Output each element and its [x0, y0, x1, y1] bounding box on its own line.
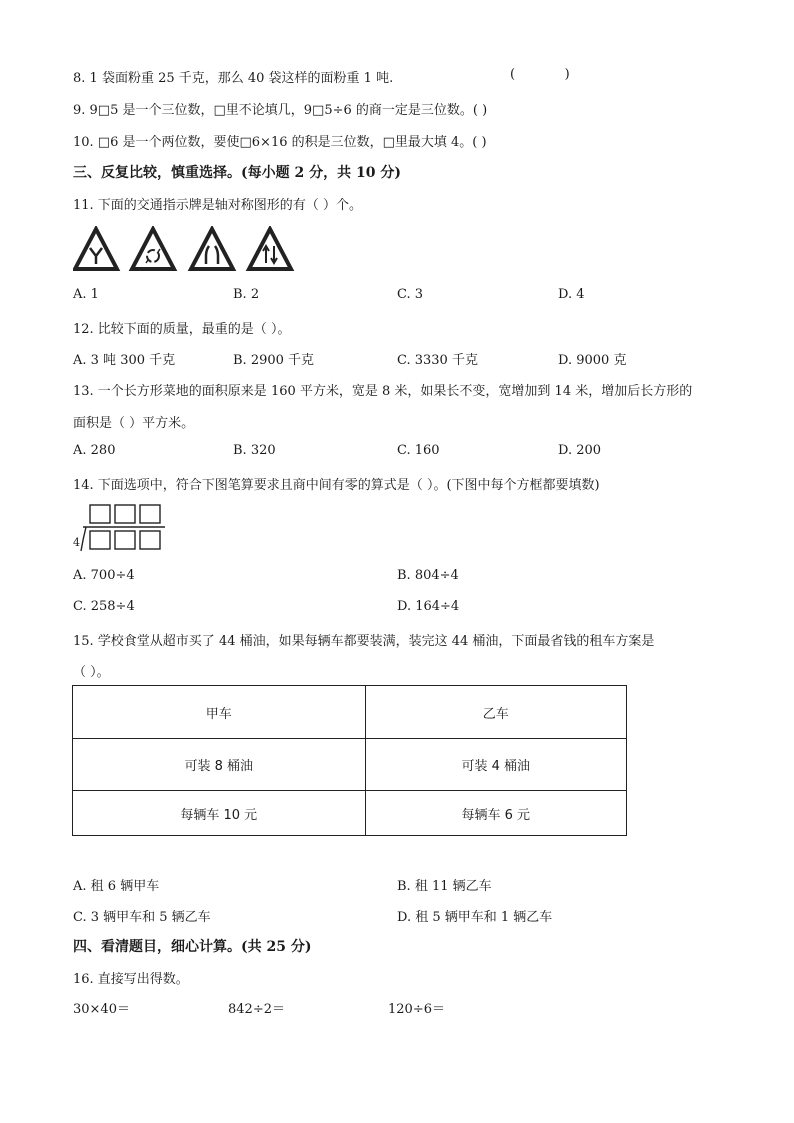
- option-15-c[interactable]: C. 3 辆甲车和 5 辆乙车: [73, 910, 211, 925]
- two-way-traffic-sign-icon: [249, 229, 291, 269]
- question-13-line-1: 13. 一个长方形菜地的面积原来是 160 平方米，宽是 8 米，如果长不变，宽增加到 14 米，增加后长方形的: [73, 384, 693, 399]
- option-12-b[interactable]: B. 2900 千克: [233, 353, 315, 368]
- question-15-line-2: （ ）。: [73, 665, 110, 680]
- question-15-line-1: 15. 学校食堂从超市买了 44 桶油，如果每辆车都要装满，装完这 44 桶油，下面最省钱的租车方案是: [73, 634, 655, 649]
- option-13-c[interactable]: C. 160: [397, 443, 440, 458]
- roundabout-sign-icon: [132, 229, 174, 269]
- option-13-d[interactable]: D. 200: [558, 443, 602, 458]
- rental-table: [72, 685, 627, 836]
- question-16: 16. 直接写出得数。: [73, 972, 189, 987]
- answer-paren-8[interactable]: ( ): [510, 67, 570, 82]
- table-cell: 每辆车 6 元: [365, 791, 626, 836]
- option-13-a[interactable]: A. 280: [73, 443, 116, 458]
- option-12-a[interactable]: A. 3 吨 300 千克: [73, 353, 176, 368]
- table-cell: 每辆车 10 元: [73, 791, 366, 836]
- calc-item: 120÷6＝: [388, 1002, 445, 1017]
- option-11-b[interactable]: B. 2: [233, 287, 260, 302]
- option-15-b[interactable]: B. 租 11 辆乙车: [397, 879, 492, 894]
- table-row: [73, 686, 627, 739]
- option-12-d[interactable]: D. 9000 克: [558, 353, 627, 368]
- option-14-c[interactable]: C. 258÷4: [73, 599, 135, 614]
- option-11-c[interactable]: C. 3: [397, 287, 424, 302]
- table-row: [73, 791, 627, 836]
- section-3-title: 三、反复比较，慎重选择。(每小题 2 分，共 10 分): [73, 165, 401, 181]
- table-cell: 可装 4 桶油: [365, 739, 626, 791]
- calc-item: 842÷2＝: [228, 1002, 285, 1017]
- option-15-d[interactable]: D. 租 5 辆甲车和 1 辆乙车: [397, 910, 553, 925]
- question-10: 10. □6 是一个两位数，要使□6×16 的积是三位数，□里最大填 4。( ): [73, 135, 487, 150]
- question-13-line-2: 面积是（ ）平方米。: [73, 416, 195, 431]
- divisor-label: 4: [73, 536, 80, 549]
- option-14-a[interactable]: A. 700÷4: [73, 568, 135, 583]
- option-11-d[interactable]: D. 4: [558, 287, 585, 302]
- option-15-a[interactable]: A. 租 6 辆甲车: [73, 879, 160, 894]
- section-4-title: 四、看清题目，细心计算。(共 25 分): [73, 939, 312, 955]
- traffic-signs: [73, 226, 303, 272]
- table-row: [73, 739, 627, 791]
- option-11-a[interactable]: A. 1: [73, 287, 99, 302]
- question-8: 8. 1 袋面粉重 25 千克，那么 40 袋这样的面粉重 1 吨.: [73, 71, 394, 86]
- option-14-b[interactable]: B. 804÷4: [397, 568, 459, 583]
- long-division-figure: [73, 503, 173, 553]
- option-12-c[interactable]: C. 3330 千克: [397, 353, 478, 368]
- question-14: 14. 下面选项中，符合下图笔算要求且商中间有零的算式是（ ）。(下图中每个方框都要填数): [73, 478, 600, 493]
- question-11: 11. 下面的交通指示牌是轴对称图形的有（ ）个。: [73, 198, 362, 213]
- table-cell: 可装 8 桶油: [73, 739, 366, 791]
- question-12: 12. 比较下面的质量，最重的是（ ）。: [73, 322, 291, 337]
- table-header-cell: 甲车: [73, 686, 366, 739]
- question-9: 9. 9□5 是一个三位数，□里不论填几，9□5÷6 的商一定是三位数。( ): [73, 103, 488, 118]
- calc-item: 30×40＝: [73, 1002, 130, 1017]
- option-13-b[interactable]: B. 320: [233, 443, 276, 458]
- option-14-d[interactable]: D. 164÷4: [397, 599, 460, 614]
- road-narrows-sign-icon: [191, 229, 233, 269]
- table-header-cell: 乙车: [365, 686, 626, 739]
- y-junction-sign-icon: [75, 229, 117, 269]
